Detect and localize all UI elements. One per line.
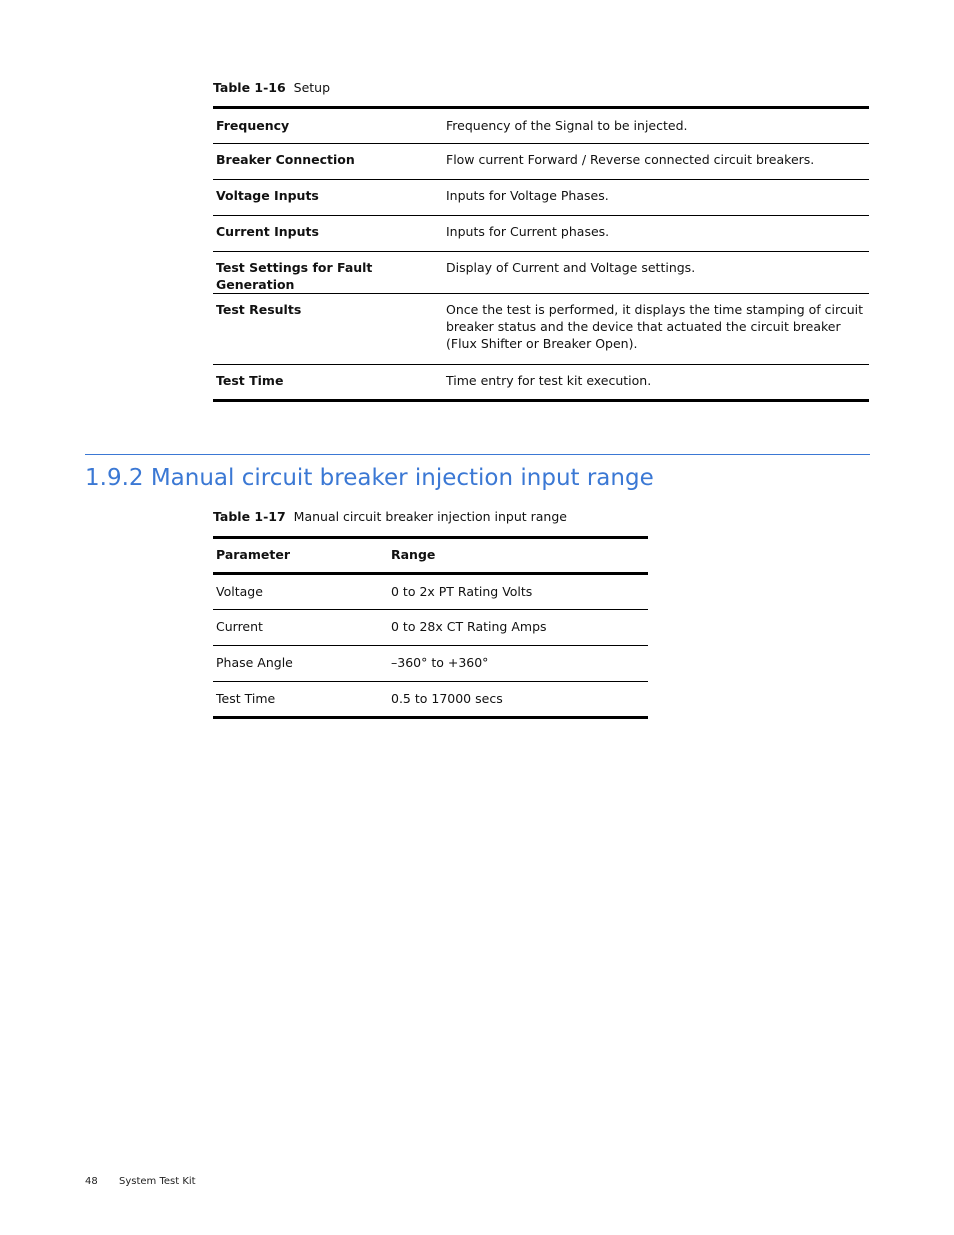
table-16-caption (213, 80, 330, 96)
section-divider (85, 454, 870, 455)
table-16-title: Setup (293, 80, 331, 95)
input-range-table (213, 536, 648, 719)
row-value: Inputs for Current phases. (443, 216, 869, 252)
row-key: Test Results (213, 294, 443, 365)
table-17-label: Table 1-17 (213, 509, 286, 524)
range-cell: 0.5 to 17000 secs (391, 691, 503, 706)
range-cell: –360° to +360° (388, 646, 648, 682)
table-row (213, 574, 648, 610)
table-17-caption (213, 509, 567, 525)
row-key: Frequency (213, 108, 443, 144)
table-header-row (213, 538, 648, 574)
row-key: Breaker Connection (213, 144, 443, 180)
param-cell: Current (213, 610, 388, 646)
row-key: Current Inputs (213, 216, 443, 252)
table-row (213, 682, 648, 718)
column-header-parameter: Parameter (213, 538, 388, 574)
table-16-label: Table 1-16 (213, 80, 286, 95)
param-cell: Test Time (216, 691, 276, 706)
row-value: Inputs for Voltage Phases. (443, 180, 869, 216)
table-row (213, 216, 869, 252)
table-row (213, 646, 648, 682)
row-value: Display of Current and Voltage settings. (443, 252, 869, 294)
table-row (213, 144, 869, 180)
row-key: Test Time (216, 373, 284, 388)
section-heading: 1.9.2 Manual circuit breaker injection input range (85, 465, 654, 491)
param-cell: Voltage (213, 574, 388, 610)
table-row (213, 365, 869, 401)
footer-doc-title: System Test Kit (119, 1176, 196, 1187)
range-cell: 0 to 2x PT Rating Volts (388, 574, 648, 610)
row-key: Voltage Inputs (213, 180, 443, 216)
param-cell: Phase Angle (213, 646, 388, 682)
row-value: Once the test is performed, it displays the time stamping of circuit breaker status and the device that actuated the circuit breaker (Flux Shifter or Breaker Open). (443, 294, 869, 365)
table-row (213, 294, 869, 365)
row-value: Flow current Forward / Reverse connected circuit breakers. (443, 144, 869, 180)
table-row (213, 180, 869, 216)
column-header-range: Range (388, 538, 648, 574)
table-row (213, 252, 869, 294)
table-row (213, 108, 869, 144)
table-row (213, 610, 648, 646)
table-17-title: Manual circuit breaker injection input range (293, 509, 567, 524)
row-key: Test Settings for Fault Generation (213, 252, 443, 294)
row-value: Frequency of the Signal to be injected. (443, 108, 869, 144)
row-value: Time entry for test kit execution. (446, 373, 652, 388)
range-cell: 0 to 28x CT Rating Amps (388, 610, 648, 646)
setup-table (213, 106, 869, 402)
page-number: 48 (85, 1176, 98, 1187)
